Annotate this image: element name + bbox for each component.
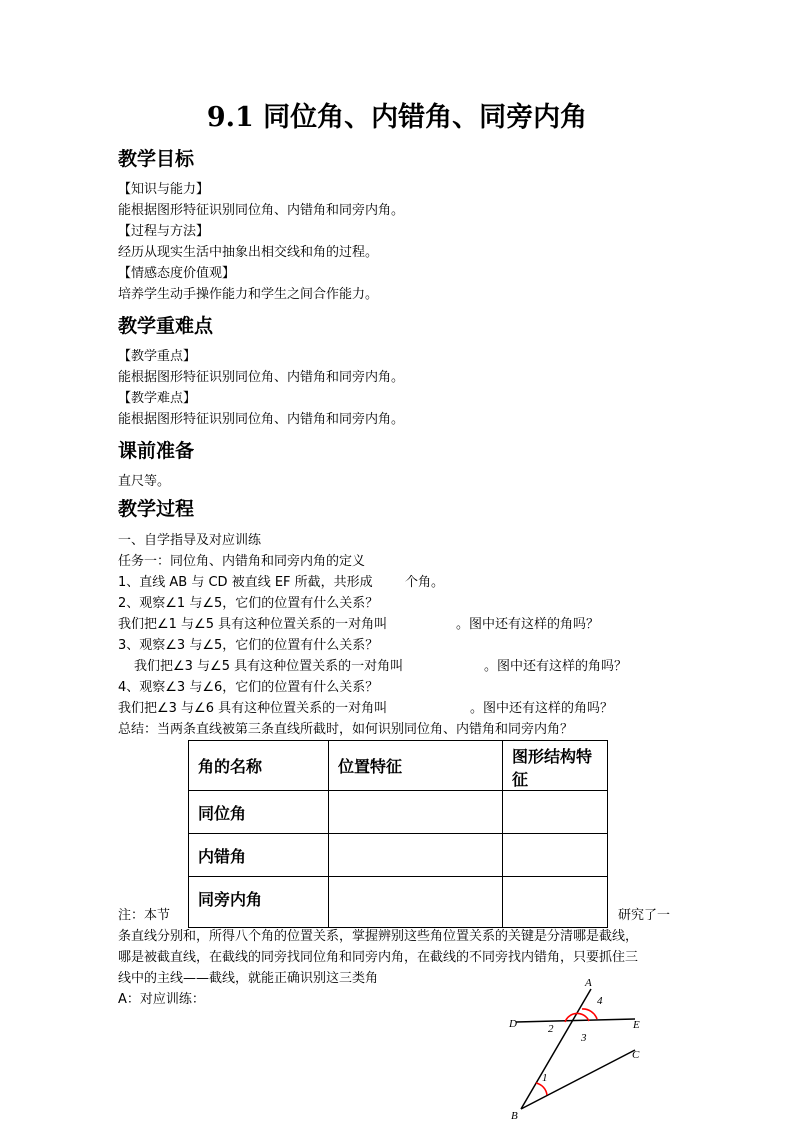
label-D: D bbox=[509, 1018, 517, 1030]
key-point-line: 【教学重点】 bbox=[118, 349, 197, 364]
process-line: 3、观察∠3 与∠5，它们的位置有什么关系？ bbox=[118, 638, 379, 653]
table-header-cell: 角的名称 bbox=[189, 741, 329, 791]
table-cell bbox=[329, 834, 503, 877]
process-line: 1、直线 AB 与 CD 被直线 EF 所截，共形成 bbox=[118, 575, 373, 590]
note-end: 研究了一 bbox=[618, 908, 671, 923]
training-label: A：对应训练： bbox=[118, 992, 205, 1007]
note-line: 条直线分别和，所得八个角的位置关系，掌握辨别这些角位置关系的关键是分清哪是截线， bbox=[118, 929, 639, 944]
heading-key-points: 教学重难点 bbox=[118, 315, 214, 337]
page-title: 9.1 同位角、内错角、同旁内角 bbox=[206, 102, 588, 133]
label-angle-1: 1 bbox=[542, 1072, 548, 1084]
objective-line: 【过程与方法】 bbox=[118, 224, 210, 239]
key-point-line: 能根据图形特征识别同位角、内错角和同旁内角。 bbox=[118, 370, 405, 385]
angle-arc-1 bbox=[536, 1083, 547, 1095]
process-line: 4、观察∠3 与∠6，它们的位置有什么关系？ bbox=[118, 680, 379, 695]
table-cell bbox=[503, 791, 608, 834]
line-de bbox=[516, 1019, 635, 1022]
angle-table bbox=[188, 740, 608, 928]
process-line: 我们把∠1 与∠5 具有这种位置关系的一对角叫 bbox=[118, 617, 388, 632]
key-point-line: 能根据图形特征识别同位角、内错角和同旁内角。 bbox=[118, 412, 405, 427]
process-line: 我们把∠3 与∠5 具有这种位置关系的一对角叫 bbox=[134, 659, 404, 674]
table-cell bbox=[503, 877, 608, 928]
heading-process: 教学过程 bbox=[118, 498, 195, 520]
geometry-figure bbox=[500, 975, 660, 1123]
table-cell bbox=[329, 877, 503, 928]
table-header-row bbox=[189, 741, 608, 791]
label-angle-2: 2 bbox=[548, 1023, 554, 1035]
heading-prep: 课前准备 bbox=[118, 440, 195, 462]
objective-line: 能根据图形特征识别同位角、内错角和同旁内角。 bbox=[118, 203, 405, 218]
objective-line: 经历从现实生活中抽象出相交线和角的过程。 bbox=[118, 245, 379, 260]
table-cell: 内错角 bbox=[189, 834, 329, 877]
table-cell: 同旁内角 bbox=[189, 877, 329, 928]
heading-objectives: 教学目标 bbox=[118, 148, 195, 170]
label-A: A bbox=[585, 977, 592, 989]
process-line: 我们把∠3 与∠6 具有这种位置关系的一对角叫 bbox=[118, 701, 388, 716]
process-line-tail: 。图中还有这样的角吗？ bbox=[470, 701, 614, 716]
label-B: B bbox=[511, 1110, 518, 1122]
objective-line: 【知识与能力】 bbox=[118, 182, 210, 197]
table-cell: 同位角 bbox=[189, 791, 329, 834]
process-line: 总结：当两条直线被第三条直线所截时，如何识别同位角、内错角和同旁内角？ bbox=[118, 722, 574, 737]
note-line: 哪是被截直线，在截线的同旁找同位角和同旁内角，在截线的不同旁找内错角，只要抓住三 bbox=[118, 950, 639, 965]
objective-line: 培养学生动手操作能力和学生之间合作能力。 bbox=[118, 287, 379, 302]
table-cell bbox=[503, 834, 608, 877]
table-row bbox=[189, 791, 608, 834]
note-line: 线中的主线——截线，就能正确识别这三类角 bbox=[118, 971, 379, 986]
prep-line: 直尺等。 bbox=[118, 474, 171, 489]
table-cell bbox=[329, 791, 503, 834]
key-point-line: 【教学难点】 bbox=[118, 391, 197, 406]
table-header-cell: 图形结构特征 bbox=[503, 741, 608, 791]
process-line-tail: 。图中还有这样的角吗？ bbox=[456, 617, 600, 632]
label-angle-4: 4 bbox=[597, 995, 603, 1007]
process-line-tail: 。图中还有这样的角吗？ bbox=[484, 659, 628, 674]
process-line: 任务一：同位角、内错角和同旁内角的定义 bbox=[118, 554, 366, 569]
note-start: 注：本节 bbox=[118, 908, 171, 923]
objective-line: 【情感态度价值观】 bbox=[118, 266, 236, 281]
process-line: 2、观察∠1 与∠5，它们的位置有什么关系？ bbox=[118, 596, 379, 611]
label-angle-3: 3 bbox=[581, 1032, 587, 1044]
label-E: E bbox=[633, 1019, 640, 1031]
label-C: C bbox=[632, 1049, 640, 1061]
angle-arc-4 bbox=[582, 1009, 597, 1019]
table-header-cell: 位置特征 bbox=[329, 741, 503, 791]
table-row bbox=[189, 834, 608, 877]
process-line: 一、自学指导及对应训练 bbox=[118, 533, 262, 548]
table-row bbox=[189, 877, 608, 928]
process-line-tail: 个角。 bbox=[405, 575, 445, 590]
